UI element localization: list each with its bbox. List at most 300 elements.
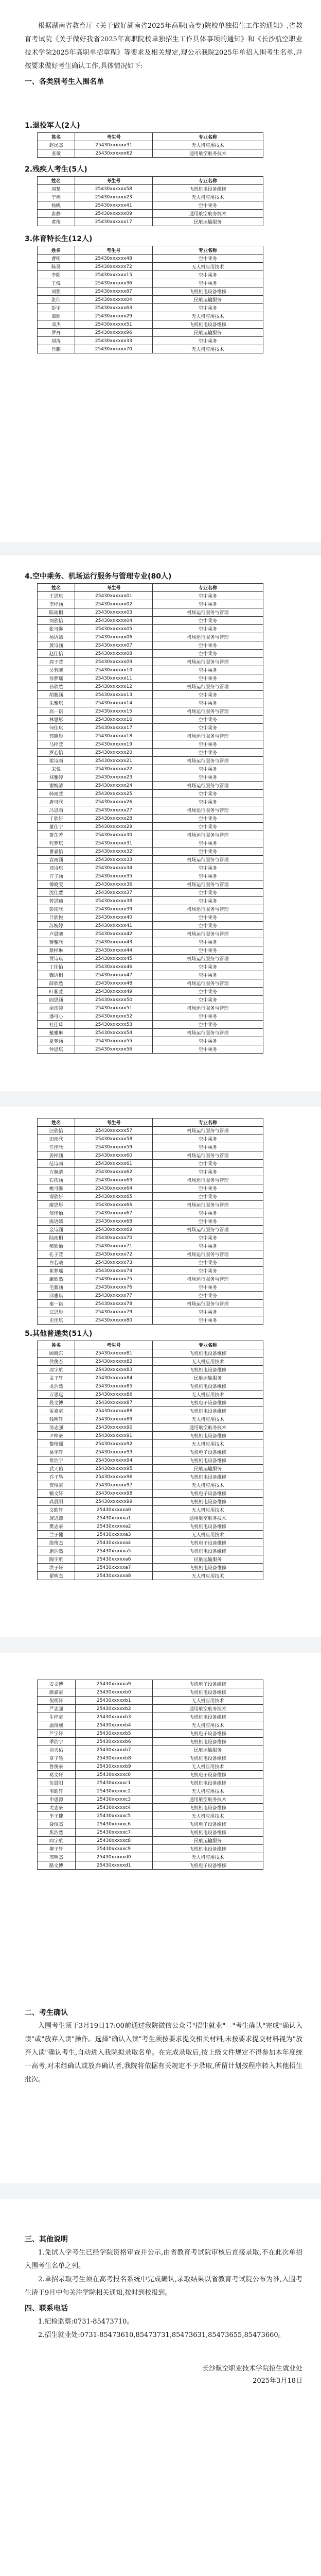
name-cell: 龙浩然: [38, 1382, 75, 1391]
candidate-table: [37, 132, 263, 158]
section-3-heading: 三、其他说明: [25, 2235, 68, 2244]
exam-id-cell: 25430xxxxxx89: [75, 1415, 153, 1423]
exam-id-cell: 25430xxxxxx87: [75, 287, 152, 296]
table-row: [38, 699, 263, 707]
exam-id-cell: 25430xxxxxb1: [75, 1697, 152, 1705]
name-cell: 任佳欣: [38, 1143, 75, 1151]
table-row: [38, 1746, 263, 1754]
major-cell: 空中乘务: [152, 946, 263, 955]
table-row: [38, 592, 263, 600]
exam-id-cell: 25430xxxxxx35: [75, 872, 152, 880]
major-cell: 机场运行服务与管理: [152, 930, 263, 938]
name-cell: 康欣然: [38, 1275, 75, 1283]
name-cell: 雷嘉豪: [38, 1407, 75, 1415]
name-cell: 谭欣: [38, 312, 75, 320]
exam-id-cell: 25430xxxxxx27: [75, 806, 152, 815]
exam-id-cell: 25430xxxxxb8: [75, 1754, 152, 1762]
table-row: [38, 1489, 263, 1498]
column-header: 考生号: [75, 1118, 152, 1127]
table-row: [38, 641, 263, 650]
table-row: [38, 1151, 263, 1160]
candidate-table: [37, 246, 263, 353]
exam-id-cell: 25430xxxxxx74: [75, 1267, 152, 1275]
name-cell: 韦皓轩: [38, 1787, 76, 1795]
name-cell: 兰子健: [38, 1531, 75, 1539]
table-row: [38, 996, 263, 1004]
exam-id-cell: 25430xxxxxx49: [75, 988, 152, 996]
name-cell: 赵佳怡: [38, 650, 75, 658]
exam-id-cell: 25430xxxxxx72: [75, 1250, 152, 1259]
major-cell: 空中乘务: [152, 889, 263, 897]
name-cell: 江思彤: [38, 1308, 75, 1316]
table-row: [38, 732, 263, 740]
table-row: [38, 1201, 263, 1209]
table-row: [38, 201, 263, 210]
exam-id-cell: 25430xxxxxx30: [75, 831, 152, 839]
exam-id-cell: 25430xxxxxb4: [75, 1721, 152, 1730]
major-cell: 飞机机电设备维修: [152, 320, 263, 329]
table-row: [38, 312, 263, 320]
table-row: [38, 1160, 263, 1168]
name-cell: 许子涵: [38, 872, 75, 880]
major-cell: 通用航空航务技术: [153, 149, 263, 158]
name-cell: 薛欣然: [38, 979, 75, 988]
table-row: [38, 988, 263, 996]
exam-id-cell: 25430xxxxxx58: [75, 1135, 152, 1143]
exam-id-cell: 25430xxxxxx39: [75, 905, 152, 913]
exam-id-cell: 25430xxxxxx78: [75, 1300, 152, 1308]
table-row: [38, 271, 263, 279]
table-title: 1.退役军人(2人): [25, 122, 80, 130]
exam-id-cell: 25430xxxxxx92: [75, 1440, 153, 1448]
table-row: [38, 955, 263, 963]
major-cell: 空中乘务: [152, 1308, 263, 1316]
major-cell: 无人机应用技术: [153, 1481, 263, 1489]
table-row: [38, 1522, 263, 1531]
name-cell: 余雨婷: [38, 1004, 75, 1012]
exam-id-cell: 25430xxxxxx10: [75, 666, 152, 674]
major-cell: 飞机电子设备维修: [153, 1489, 263, 1498]
table-row: [38, 674, 263, 683]
name-cell: 周子萱: [38, 658, 75, 666]
name-cell: 严志强: [38, 1705, 76, 1713]
intro-section: [25, 20, 302, 89]
exam-id-cell: 25430xxxxxa6: [75, 1555, 153, 1564]
exam-id-cell: 25430xxxxxx82: [75, 1358, 153, 1366]
exam-id-cell: 25430xxxxxa3: [75, 1531, 153, 1539]
exam-id-cell: 25430xxxxxx05: [75, 625, 152, 633]
page-gap-4: [0, 2183, 321, 2199]
name-cell: 刘欣怡: [38, 617, 75, 625]
exam-id-cell: 25430xxxxxa5: [75, 1547, 153, 1555]
exam-id-cell: 25430xxxxxx16: [75, 716, 152, 724]
major-cell: 无人机应用技术: [152, 263, 263, 271]
name-cell: 钱明轩: [38, 1415, 75, 1423]
major-cell: 空中乘务: [152, 1234, 263, 1242]
name-cell: 曹明: [38, 255, 75, 263]
signature-date: 2025年3月18日: [253, 2377, 302, 2385]
candidate-table: [37, 1118, 263, 1325]
major-cell: 空中乘务: [152, 872, 263, 880]
exam-id-cell: 25430xxxxxa8: [75, 1572, 153, 1580]
major-cell: 通用航空航务技术: [153, 1423, 263, 1432]
major-cell: 空中乘务: [152, 625, 263, 633]
major-cell: 飞机机电设备维修: [152, 1845, 263, 1853]
major-cell: 空中乘务: [152, 1242, 263, 1250]
exam-id-cell: 25430xxxxxx63: [75, 304, 152, 312]
name-cell: 何佳琪: [38, 724, 75, 732]
table-row: [38, 296, 263, 304]
exam-id-cell: 25430xxxxxb6: [75, 1738, 152, 1746]
name-cell: 龚晨阳: [38, 1498, 75, 1506]
name-cell: 方婉清: [38, 1168, 75, 1176]
table-row: [38, 320, 263, 329]
major-cell: 无人机应用技术: [152, 1721, 263, 1730]
table-row: [38, 864, 263, 872]
major-cell: 空中乘务: [152, 271, 263, 279]
candidate-table: [37, 1680, 263, 1870]
exam-id-cell: 25430xxxxxx87: [75, 1399, 153, 1407]
name-cell: 洪子轩: [38, 1564, 75, 1572]
major-cell: 空中乘务: [152, 790, 263, 798]
exam-id-cell: 25430xxxxxx85: [75, 1382, 153, 1391]
table-row: [38, 930, 263, 938]
major-cell: 通用航空航务技术: [152, 1705, 263, 1713]
major-cell: 机场运行服务与管理: [152, 856, 263, 864]
major-cell: 空中乘务: [152, 1021, 263, 1029]
table-row: [38, 831, 263, 839]
table-row: [38, 691, 263, 699]
table-row: [38, 263, 263, 271]
table-row: [38, 666, 263, 674]
name-cell: 金诗涵: [38, 1226, 75, 1234]
name-cell: 施浩然: [38, 1547, 75, 1555]
exam-id-cell: 25430xxxxxx42: [75, 930, 152, 938]
name-cell: 路文博: [38, 1861, 76, 1870]
name-cell: 白若曦: [38, 1259, 75, 1267]
major-cell: 飞机电子设备维修: [152, 1771, 263, 1779]
major-cell: 机场运行服务与管理: [152, 1029, 263, 1037]
name-cell: 戴雅琳: [38, 1029, 75, 1037]
table-row: [38, 1812, 263, 1820]
table-row: [38, 141, 263, 149]
table-row: [38, 1242, 263, 1250]
exam-id-cell: 25430xxxxxc9: [75, 1845, 152, 1853]
table-row: [38, 1820, 263, 1828]
table-row: [38, 880, 263, 889]
major-cell: 无人机应用技术: [153, 141, 263, 149]
exam-id-cell: 25430xxxxxx15: [75, 271, 152, 279]
major-cell: 空中乘务: [152, 765, 263, 773]
major-cell: 无人机应用技术: [152, 345, 263, 353]
name-cell: 李阳: [38, 271, 75, 279]
exam-id-cell: 25430xxxxxx88: [75, 1407, 153, 1415]
major-cell: 民航运输服务: [153, 1555, 263, 1564]
exam-id-cell: 25430xxxxxx46: [75, 963, 152, 971]
notes-section: [25, 2231, 302, 2387]
table-row: [38, 1861, 263, 1870]
exam-id-cell: 25430xxxxxx81: [75, 1349, 153, 1358]
major-cell: 空中乘务: [152, 1160, 263, 1168]
section-1-heading: 一、各类别考生入围名单: [25, 78, 104, 86]
major-cell: 空中乘务: [152, 641, 263, 650]
column-header: 考生号: [75, 246, 152, 255]
name-cell: 易宇轩: [38, 1448, 75, 1456]
major-cell: 空中乘务: [152, 279, 263, 287]
exam-id-cell: 25430xxxxxx66: [75, 1201, 152, 1209]
name-cell: 陶宇航: [38, 1555, 75, 1564]
major-cell: 飞机电子设备维修: [152, 1680, 263, 1688]
name-cell: 谭欣妍: [38, 1193, 75, 1201]
name-cell: 伍晨阳: [38, 1779, 76, 1787]
major-cell: 民航运输服务: [153, 1465, 263, 1473]
exam-id-cell: 25430xxxxxx55: [75, 1037, 152, 1045]
exam-id-cell: 25430xxxxxx34: [75, 864, 152, 872]
exam-id-cell: 25430xxxxxx24: [75, 782, 152, 790]
exam-id-cell: 25430xxxxxa2: [75, 1522, 153, 1531]
major-cell: 空中乘务: [152, 1209, 263, 1217]
major-cell: 飞机电子设备维修: [152, 1730, 263, 1738]
major-cell: 空中乘务: [152, 1168, 263, 1176]
table-row: [38, 1283, 263, 1292]
name-cell: 叶紫萱: [38, 988, 75, 996]
table-row: [38, 1127, 263, 1135]
major-cell: 飞机机电设备维修: [152, 287, 263, 296]
name-cell: 郑雅婷: [38, 773, 75, 782]
table-row: [38, 633, 263, 641]
exam-id-cell: 25430xxxxxa4: [75, 1539, 153, 1547]
exam-id-cell: 25430xxxxxc3: [75, 1795, 152, 1804]
major-cell: 空中乘务: [152, 724, 263, 732]
name-cell: 石雨涵: [38, 1176, 75, 1184]
major-cell: 空中乘务: [152, 617, 263, 625]
major-cell: 空中乘务: [152, 749, 263, 757]
table-row: [38, 848, 263, 856]
exam-id-cell: 25430xxxxxb9: [75, 1762, 152, 1771]
table-row: [38, 823, 263, 831]
exam-id-cell: 25430xxxxxx80: [75, 1316, 152, 1325]
table-row: [38, 1730, 263, 1738]
name-cell: 温俊熙: [38, 1721, 76, 1730]
major-cell: 空中乘务: [152, 1283, 263, 1292]
table-row: [38, 683, 263, 691]
table-row: [38, 806, 263, 815]
exam-id-cell: 25430xxxxxx50: [75, 996, 152, 1004]
column-header: 姓名: [38, 1118, 75, 1127]
table-header-row: [38, 177, 263, 185]
major-cell: 空中乘务: [152, 1143, 263, 1151]
exam-id-cell: 25430xxxxxb0: [75, 1688, 152, 1697]
exam-id-cell: 25430xxxxxx61: [75, 1160, 152, 1168]
name-cell: 颜嘉豪: [38, 1688, 76, 1697]
table-row: [38, 757, 263, 765]
table-block: [25, 1324, 302, 1580]
major-cell: 无人机应用技术: [153, 1440, 263, 1448]
table-row: [38, 1037, 263, 1045]
exam-id-cell: 25430xxxxxx18: [75, 732, 152, 740]
table-block: [25, 229, 302, 353]
exam-id-cell: 25430xxxxxx56: [75, 1045, 152, 1054]
major-cell: 无人机应用技术: [153, 1531, 263, 1539]
exam-id-cell: 25430xxxxxx22: [75, 765, 152, 773]
table-row: [38, 1358, 263, 1366]
major-cell: 机场运行服务与管理: [152, 955, 263, 963]
exam-id-cell: 25430xxxxxx70: [75, 345, 152, 353]
major-cell: 飞机机电设备维修: [153, 1522, 263, 1531]
major-cell: 空中乘务: [152, 1316, 263, 1325]
major-cell: 飞机电子设备维修: [152, 1861, 263, 1870]
table-row: [38, 1349, 263, 1358]
exam-id-cell: 25430xxxxxx60: [75, 1151, 152, 1160]
major-cell: 飞机机电设备维修: [153, 1349, 263, 1358]
name-cell: 丁佳怡: [38, 963, 75, 971]
name-cell: 高一诺: [38, 707, 75, 716]
name-cell: 葛文轩: [38, 1771, 76, 1779]
exam-id-cell: 25430xxxxxc8: [75, 1837, 152, 1845]
name-cell: 宁翔: [38, 193, 75, 201]
name-cell: 韩雨萱: [38, 790, 75, 798]
column-header: 考生号: [75, 1341, 153, 1349]
major-cell: 飞机机电设备维修: [153, 1473, 263, 1481]
exam-id-cell: 25430xxxxxx63: [75, 1176, 152, 1184]
table-row: [38, 938, 263, 946]
name-cell: 胡紫涵: [38, 691, 75, 699]
table-row: [38, 1407, 263, 1415]
name-cell: 王悦: [38, 279, 75, 287]
table-row: [38, 304, 263, 312]
candidate-table: [37, 583, 263, 1054]
exam-id-cell: 25430xxxxxx12: [75, 683, 152, 691]
name-cell: 常浩宇: [38, 1456, 75, 1465]
table-row: [38, 1498, 263, 1506]
exam-id-cell: 25430xxxxxa9: [75, 1680, 152, 1688]
table-row: [38, 1754, 263, 1762]
table-row: [38, 889, 263, 897]
exam-id-cell: 25430xxxxxx33: [75, 856, 152, 864]
column-header: 专业名称: [153, 1341, 263, 1349]
exam-id-cell: 25430xxxxxx62: [75, 1168, 152, 1176]
major-cell: 空中乘务: [152, 996, 263, 1004]
exam-id-cell: 25430xxxxxx43: [75, 938, 152, 946]
exam-id-cell: 25430xxxxxx15: [75, 707, 152, 716]
table-row: [38, 749, 263, 757]
major-cell: 空中乘务: [152, 716, 263, 724]
table-row: [38, 1531, 263, 1539]
exam-id-cell: 25430xxxxxx96: [75, 1473, 153, 1481]
major-cell: 空中乘务: [152, 913, 263, 922]
table-row: [38, 1234, 263, 1242]
exam-id-cell: 25430xxxxxx84: [75, 1374, 153, 1382]
table-row: [38, 210, 263, 218]
name-cell: 罗心怡: [38, 749, 75, 757]
exam-id-cell: 25430xxxxxx44: [75, 946, 152, 955]
exam-id-cell: 25430xxxxxx23: [75, 193, 152, 201]
exam-id-cell: 25430xxxxxx72: [75, 263, 152, 271]
major-cell: 机场运行服务与管理: [152, 1250, 263, 1259]
major-cell: 空中乘务: [152, 699, 263, 707]
name-cell: 柳子轩: [38, 1845, 76, 1853]
exam-id-cell: 25430xxxxxx62: [75, 149, 153, 158]
exam-id-cell: 25430xxxxxx21: [75, 757, 152, 765]
table-row: [38, 1250, 263, 1259]
name-cell: 苏婉婷: [38, 922, 75, 930]
name-cell: 钟思琪: [38, 1045, 75, 1054]
major-cell: 无人机应用技术: [152, 1697, 263, 1705]
table-row: [38, 740, 263, 749]
table-row: [38, 193, 263, 201]
table-row: [38, 617, 263, 625]
table-row: [38, 1705, 263, 1713]
major-cell: 民航运输服务: [153, 1374, 263, 1382]
major-cell: 民航运输服务: [152, 296, 263, 304]
major-cell: 机场运行服务与管理: [152, 608, 263, 617]
name-cell: 郭晓彤: [38, 732, 75, 740]
exam-id-cell: 25430xxxxxx52: [75, 1012, 152, 1021]
name-cell: 鲁俊豪: [38, 1762, 76, 1771]
column-header: 专业名称: [152, 584, 263, 592]
name-cell: 唐可欣: [38, 798, 75, 806]
exam-id-cell: 25430xxxxxx38: [75, 897, 152, 905]
column-header: 姓名: [38, 246, 75, 255]
exam-id-cell: 25430xxxxxx29: [75, 312, 152, 320]
name-cell: 倪明轩: [38, 1697, 76, 1705]
exam-id-cell: 25430xxxxxc2: [75, 1787, 152, 1795]
column-header: 专业名称: [153, 133, 263, 141]
exam-id-cell: 25430xxxxxx04: [75, 296, 152, 304]
table-row: [38, 1176, 263, 1184]
major-cell: 通用航空航务技术: [152, 1795, 263, 1804]
exam-id-cell: 25430xxxxxx36: [75, 279, 152, 287]
table-row: [38, 1292, 263, 1300]
exam-id-cell: 25430xxxxxx96: [75, 329, 152, 337]
table-row: [38, 872, 263, 880]
exam-id-cell: 25430xxxxxx86: [75, 1391, 153, 1399]
exam-id-cell: 25430xxxxxc0: [75, 1771, 152, 1779]
table-row: [38, 1012, 263, 1021]
major-cell: 空中乘务: [152, 1217, 263, 1226]
column-header: 姓名: [38, 177, 75, 185]
column-header: 姓名: [38, 133, 75, 141]
table-row: [38, 765, 263, 773]
exam-id-cell: 25430xxxxxx47: [75, 971, 152, 979]
major-cell: 机场运行服务与管理: [152, 1004, 263, 1012]
major-cell: 空中乘务: [152, 674, 263, 683]
name-cell: 阎思涵: [38, 996, 75, 1004]
table-row: [38, 1547, 263, 1555]
exam-id-cell: 25430xxxxxx48: [75, 255, 152, 263]
table-row: [38, 913, 263, 922]
major-cell: 空中乘务: [152, 740, 263, 749]
name-cell: 武天佑: [38, 1465, 75, 1473]
exam-id-cell: 25430xxxxxd0: [75, 1853, 152, 1861]
name-cell: 孟子轩: [38, 1374, 75, 1382]
exam-id-cell: 25430xxxxxb2: [75, 1705, 152, 1713]
name-cell: 侯俊杰: [38, 1358, 75, 1366]
page-gap-1: [0, 542, 321, 555]
table-row: [38, 963, 263, 971]
exam-id-cell: 25430xxxxxx51: [75, 320, 152, 329]
exam-id-cell: 25430xxxxxb3: [75, 1713, 152, 1721]
name-cell: 杨帆: [38, 201, 75, 210]
major-cell: 无人机应用技术: [153, 1358, 263, 1366]
name-cell: 程梦琪: [38, 839, 75, 848]
table-row: [38, 1762, 263, 1771]
confirm-paragraph: 入围考生须于3月19日17:00前通过我院微信公众号"招生就业"—"考生确认"完成"确认入读"或"放弃入读"操作。选择"确认入读"考生须按要求提交相关材料,未按要求提交材料视为"放弃入读"确认考生,自动进入我院拟录取名单。在完成录取后,按上级文件规定不得参加本年度统一高考,对未经确认或放弃确认者,我院将依据有关规定不予录取,所留计划按程序转入其他招生批次。: [25, 2022, 302, 2083]
exam-id-cell: 25430xxxxxx03: [75, 608, 152, 617]
name-cell: 史佳琪: [38, 1316, 75, 1325]
name-cell: 卢晨曦: [38, 930, 75, 938]
exam-id-cell: 25430xxxxxb5: [75, 1730, 152, 1738]
